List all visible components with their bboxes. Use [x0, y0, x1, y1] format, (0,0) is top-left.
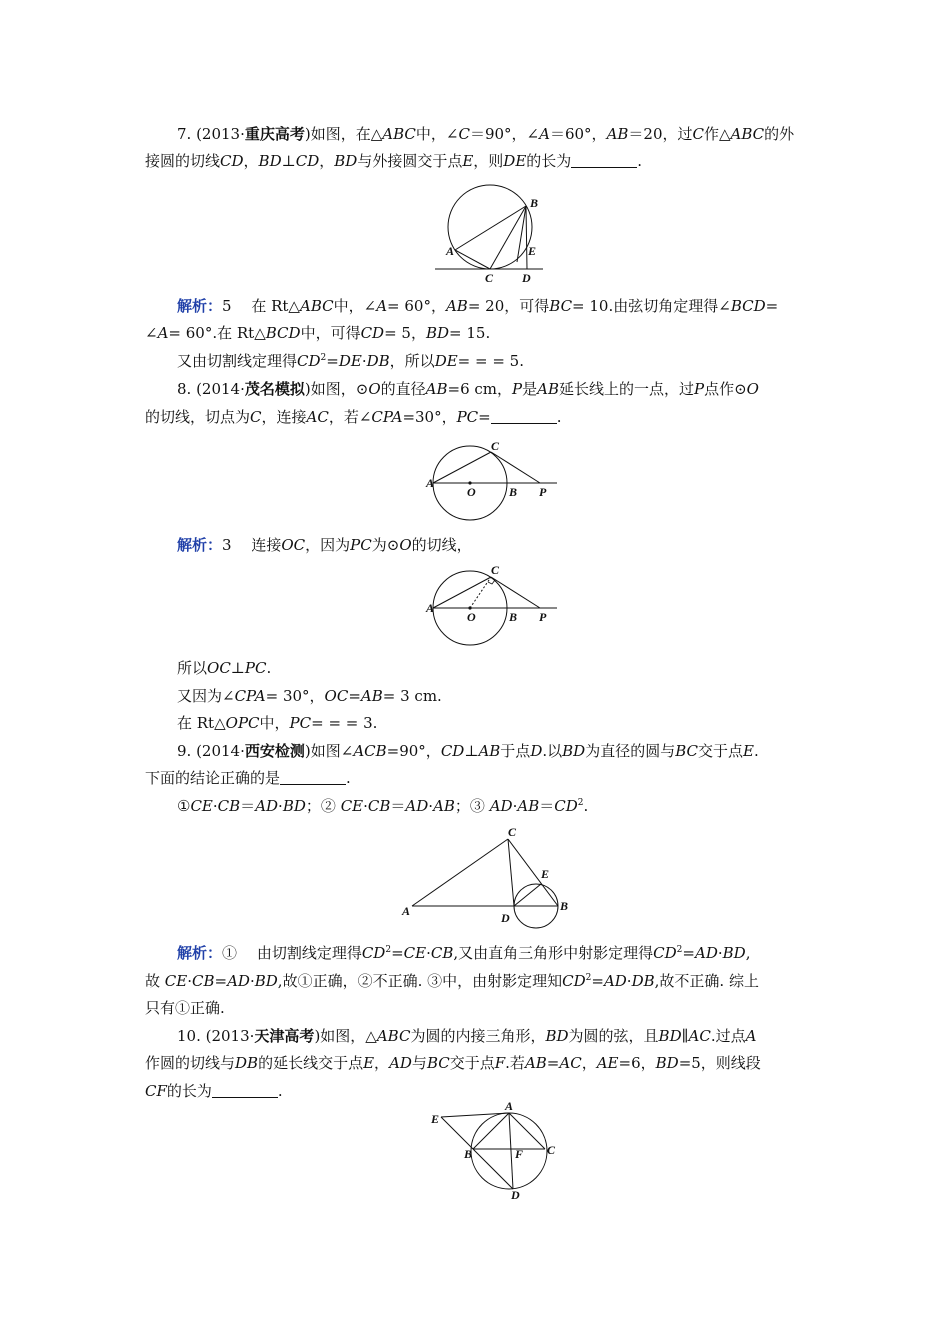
problem-10-line-1: 10. (2013·天津高考)如图，△ABC为圆的内接三角形，BD为圆的弦，且BD∥AC.过点A — [177, 1027, 757, 1045]
fig9-label-e: E — [541, 867, 550, 881]
fig10-label-a: A — [505, 1099, 514, 1113]
solution-8-line-1: 解析：3 连接OC，因为PC为⊙O的切线， — [177, 536, 472, 554]
problem-10-line-3: CF的长为 . — [145, 1082, 283, 1100]
fig7-label-e: E — [528, 244, 537, 258]
figure-10 — [425, 1099, 560, 1202]
fig8-label-b: B — [509, 485, 518, 499]
fig9-label-d: D — [501, 911, 510, 925]
solution-7-line-1: 解析：5 在 Rt△ABC中，∠A= 60°，AB= 20，可得BC= 10.由弦切角定理得∠BCD= — [177, 297, 779, 315]
fig7-label-a: A — [446, 244, 455, 258]
fig9-label-a: A — [402, 904, 411, 918]
fig7-label-c: C — [485, 271, 494, 285]
problem-9-line-1: 9. (2014·西安检测)如图∠ACB=90°，CD⊥AB于点D.以BD为直径的圆与BC交于点E. — [177, 742, 759, 760]
figure-8 — [422, 437, 562, 525]
fig8s-label-b: B — [509, 610, 518, 624]
figure-8-solution — [422, 560, 562, 650]
fig7-label-d: D — [522, 271, 531, 285]
fig8-label-c: C — [491, 439, 500, 453]
fig8s-label-p: P — [539, 610, 547, 624]
fig8-label-o: O — [467, 485, 476, 499]
solution-9-line-3: 只有①正确. — [145, 999, 225, 1017]
solution-8-line-3: 又因为∠CPA= 30°，OC=AB= 3 cm. — [177, 687, 442, 705]
problem-8-line-2: 的切线，切点为C，连接AC，若∠CPA=30°，PC= . — [145, 408, 562, 426]
fig10-label-d: D — [511, 1188, 520, 1202]
solution-7-line-3: 又由切割线定理得$CD^2=DE\cdot DB$，所以DE= = = 5. — [177, 352, 524, 370]
fig8s-label-o: O — [467, 610, 476, 624]
fig10-label-b: B — [464, 1147, 473, 1161]
fig7-label-b: B — [530, 196, 539, 210]
solution-8-line-4: 在 Rt△OPC中，PC= = = 3. — [177, 714, 378, 732]
fig8s-label-c: C — [491, 563, 500, 577]
fig9-label-c: C — [508, 825, 517, 839]
problem-9-options: ①CE·CB＝AD·BD；② CE·CB＝AD·AB；③ $AD\cdot AB=CD^2$. — [177, 797, 589, 815]
solution-label: 解析： — [177, 297, 223, 315]
figure-9 — [398, 825, 578, 925]
answer-blank — [280, 770, 346, 785]
answer-blank — [212, 1083, 278, 1098]
problem-10-line-2: 作圆的切线与DB的延长线交于点E，AD与BC交于点F.若AB=AC，AE=6，BD=5，则线段 — [145, 1054, 761, 1072]
problem-7-line-1: 7. (2013·重庆高考)如图，在△ABC中，∠C＝90°，∠A＝60°，AB＝20，过C作△ABC的外 — [177, 125, 795, 143]
solution-label: 解析： — [177, 536, 223, 554]
problem-8-line-1: 8. (2014·茂名模拟)如图，⊙O的直径AB=6 cm，P是AB延长线上的一点，过P点作⊙O — [177, 380, 759, 398]
fig9-label-b: B — [560, 899, 569, 913]
problem-9-line-2: 下面的结论正确的是 . — [145, 769, 351, 787]
solution-7-line-2: ∠A= 60°.在 Rt△BCD中，可得CD= 5，BD= 15. — [145, 324, 491, 342]
answer-blank — [571, 153, 637, 168]
fig10-label-f: F — [515, 1147, 524, 1161]
fig10-label-c: C — [547, 1143, 556, 1157]
fig8-label-a: A — [426, 476, 435, 490]
solution-label: 解析： — [177, 944, 223, 962]
solution-9-line-1: 解析：① 由切割线定理得$CD^2=CE\cdot CB$,又由直角三角形中射影定理得$CD^2=AD\cdot BD$, — [177, 944, 751, 962]
fig10-label-e: E — [431, 1112, 440, 1126]
solution-8-line-2: 所以OC⊥PC. — [177, 659, 272, 677]
fig8s-label-a: A — [426, 601, 435, 615]
problem-7-line-2: 接圆的切线CD，BD⊥CD，BD与外接圆交于点E，则DE的长为 . — [145, 152, 643, 170]
fig8-label-p: P — [539, 485, 547, 499]
figure-7 — [430, 182, 550, 286]
solution-9-line-2: 故 CE·CB=AD·BD,故①正确，②不正确. ③中，由射影定理知$CD^2=AD\cdot DB$,故不正确. 综上 — [145, 972, 759, 990]
answer-blank — [491, 409, 557, 424]
